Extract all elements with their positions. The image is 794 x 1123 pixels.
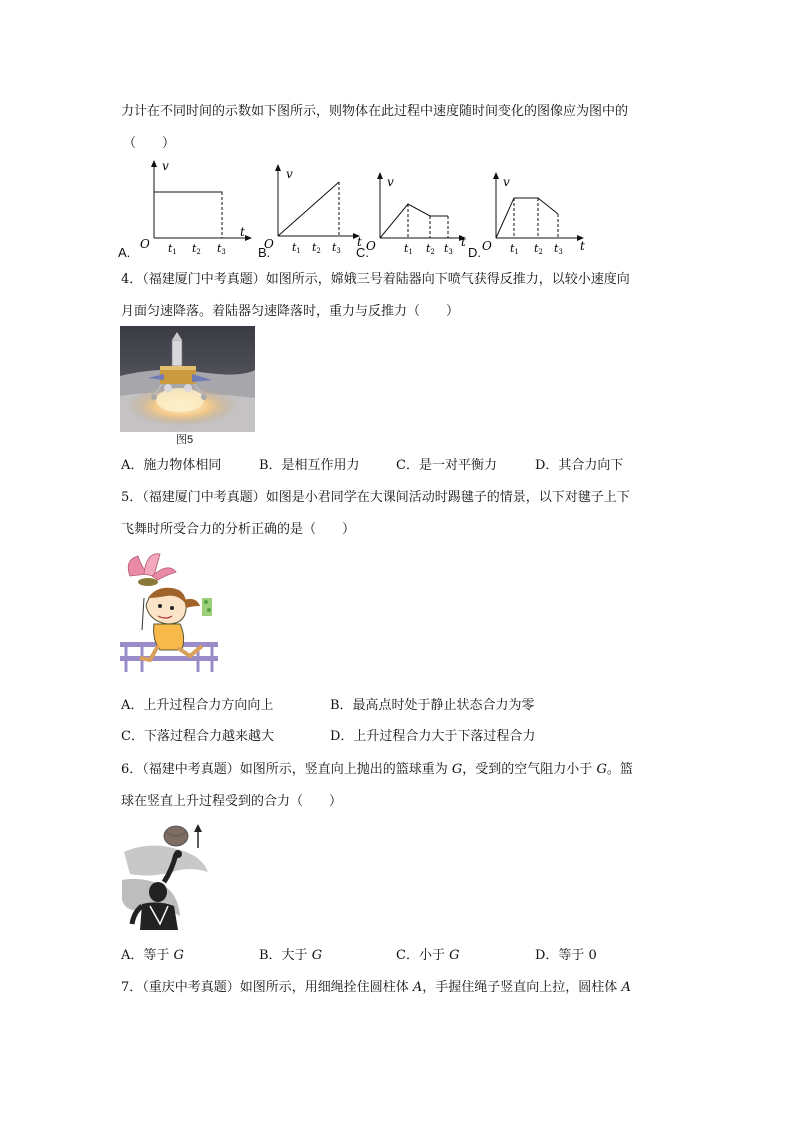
svg-text:v: v <box>387 175 394 189</box>
svg-text:t: t <box>357 235 362 249</box>
svg-text:v: v <box>503 175 510 189</box>
graph-c-curve <box>380 204 448 238</box>
q6-option-b[interactable]: B．大于 G <box>259 948 323 963</box>
q7-text-line1: 7．（重庆中考真题）如图所示，用细绳拴住圆柱体 A，手握住绳子竖直向上拉，圆柱体 A <box>121 980 631 995</box>
q4-option-a[interactable]: A．施力物体相同 <box>121 458 222 473</box>
svg-text:t2: t2 <box>534 242 543 256</box>
graph-a-curve <box>154 192 222 238</box>
graph-d <box>480 170 590 256</box>
tick-t1: t1 <box>168 242 177 256</box>
q3-answer-bracket: （ ） <box>123 136 176 151</box>
q4-option-b[interactable]: B．是相互作用力 <box>259 458 360 473</box>
svg-text:v: v <box>286 167 293 181</box>
q6-text-line2: 球在竖直上升过程受到的合力（ ） <box>121 794 343 809</box>
graph-c-letter[interactable]: C. <box>356 245 369 260</box>
basketball-player-picture <box>120 820 216 930</box>
graph-a <box>118 158 258 258</box>
q5-option-c[interactable]: C．下落过程合力越来越大 <box>121 729 274 744</box>
svg-text:t1: t1 <box>510 242 519 256</box>
graph-a-letter[interactable]: A. <box>118 245 131 260</box>
tick-t3: t3 <box>217 242 226 256</box>
q4-text-line1: 4．（福建厦门中考真题）如图所示，嫦娥三号着陆器向下喷气获得反推力，以较小速度向 <box>121 272 630 287</box>
svg-text:t: t <box>461 235 466 249</box>
q5-option-a[interactable]: A．上升过程合力方向向上 <box>121 698 274 713</box>
q6-option-c[interactable]: C．小于 G <box>396 948 460 963</box>
svg-text:t3: t3 <box>444 242 453 256</box>
q6-option-a[interactable]: A．等于 G <box>121 948 184 963</box>
graph-b <box>262 162 372 256</box>
svg-text:t3: t3 <box>554 242 563 256</box>
svg-text:t2: t2 <box>426 242 435 256</box>
graph-a-axes <box>154 164 248 238</box>
axis-v-label: v <box>162 159 169 173</box>
origin-label: O <box>140 237 150 251</box>
shuttlecock-kid-picture <box>120 550 218 680</box>
svg-text:t2: t2 <box>312 241 321 255</box>
figure-5-caption: 图5 <box>176 434 194 446</box>
q3-text-line1: 力计在不同时间的示数如下图所示，则物体在此过程中速度随时间变化的图像应为图中的 <box>121 104 629 119</box>
q6-text-line1: 6．（福建中考真题）如图所示，竖直向上抛出的篮球重为 G，受到的空气阻力小于 G。篮 <box>121 762 633 777</box>
svg-text:O: O <box>264 237 274 251</box>
q6-option-d[interactable]: D．等于 0 <box>535 948 597 963</box>
lunar-lander-photo <box>120 326 255 432</box>
q5-text-line1: 5．（福建厦门中考真题）如图是小君同学在大课间活动时踢毽子的情景，以下对毽子上下 <box>121 490 630 505</box>
q5-option-d[interactable]: D．上升过程合力大于下落过程合力 <box>330 729 536 744</box>
svg-text:O: O <box>482 239 492 253</box>
q4-option-c[interactable]: C．是一对平衡力 <box>396 458 497 473</box>
svg-text:t1: t1 <box>292 241 301 255</box>
svg-text:t1: t1 <box>404 242 413 256</box>
svg-text:t: t <box>580 239 585 253</box>
q4-option-d[interactable]: D．其合力向下 <box>535 458 624 473</box>
q4-text-line2: 月面匀速降落。着陆器匀速降落时，重力与反推力（ ） <box>121 304 460 319</box>
axis-t-label: t <box>240 225 245 239</box>
graph-d-curve <box>496 198 558 238</box>
graph-c <box>366 170 470 256</box>
graph-b-curve <box>278 182 339 236</box>
svg-text:t3: t3 <box>332 241 341 255</box>
tick-t2: t2 <box>192 242 201 256</box>
graph-b-letter[interactable]: B. <box>258 245 271 260</box>
q5-option-b[interactable]: B．最高点时处于静止状态合力为零 <box>330 698 535 713</box>
q5-text-line2: 飞舞时所受合力的分析正确的是（ ） <box>121 522 356 537</box>
svg-text:O: O <box>366 239 376 253</box>
graph-d-letter[interactable]: D. <box>468 245 481 260</box>
